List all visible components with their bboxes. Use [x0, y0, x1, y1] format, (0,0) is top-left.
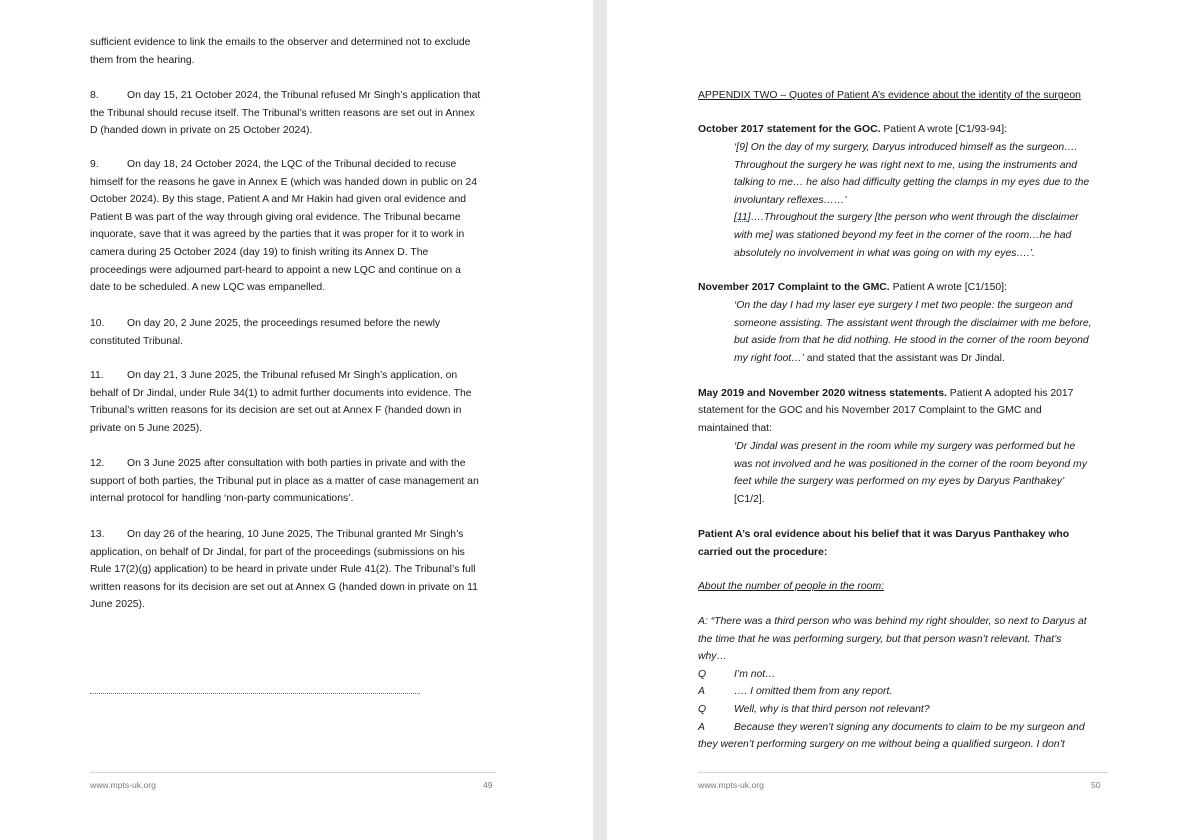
document-page-50: APPENDIX TWO – Quotes of Patient A’s evidence about the identity of the surgeon October 2017 statement for the GOC. Patient A wrote [C1/93-94]: ‘[9] On the day of my surgery, Daryus introduced himself as the surgeon…. Throughout the surgery he was right next to me, using the instruments and talking to me… he also had difficulty getting the clamps in my eyes due to the involuntary reflexes……’ [11]….Throughout the surgery [the person who went through the disclaimer with me] was stationed beyond my feet in the corner of the room…he had absolutely no involvement in what was going on with my eyes….’. November 2017 Complaint to the GMC. Patient A wrote [C1/150]: ‘On the day I had my laser eye surgery I met two people: the surgeon and someone assisting. The assistant went through the disclaimer with me before, but aside from that he did nothing. He stood in the corner of the room beyond my right foot…’ and stated that the assistant was Dr Jindal. May 2019 and November 2020 witness statements. Patient A adopted his 2017 statement for the GOC and his November 2017 Complaint to the GMC and maintained that: ‘Dr Jindal was present in the room while my surgery was performed but he was not involved and he was positioned in the corner of the room beyond my feet while the surgery was performed on my eyes by Daryus Panthakey’ [C1/2]. Patient A’s oral evidence about his belief that it was Daryus Panthakey who carried out the procedure: About the number of people in the room: A: “There was a third person who was behind my right shoulder, so next to Daryus at the time that he was performing surgery, but that person wasn’t relevant. That’s why… Q I’m not… A …. I omitted them from any report. Q Well, why is that third person not relevant? A Because they weren’t signing any documents to claim to be my surgeon and they weren’t performing surgery on me without being a qualified surgeon. I don’t www.mpts-uk.org 50 — [607, 0, 1200, 840]
qa-text: I’m not… — [734, 669, 776, 680]
footer-rule — [698, 772, 1108, 773]
qa-text: Well, why is that third person not relevant? — [734, 704, 930, 715]
footer-rule — [90, 772, 496, 773]
qa-speaker: A — [698, 722, 705, 733]
qa-text: Because they weren’t signing any documents to claim to be my surgeon and — [734, 722, 1085, 733]
paragraph-number: 10. — [90, 318, 105, 329]
qa-continuation: they weren’t performing surgery on me without being a qualified surgeon. I don’t — [698, 739, 1065, 750]
intro-continuation: sufficient evidence to link the emails to the observer and determined not to exclude them from the hearing. — [90, 37, 471, 66]
block-quote: ‘Dr Jindal was present in the room while my surgery was performed but he was not involved and he was positioned in the corner of the room beyond my feet while the surgery was performed on my eyes by Daryus Panthakey’ [C1/2]. — [734, 441, 1087, 505]
paragraph-number: 8. — [90, 90, 99, 101]
document-page-49: sufficient evidence to link the emails to the observer and determined not to exclude them from the hearing. 8. On day 15, 21 October 2024, the Tribunal refused Mr Singh’s application that the Tribunal should recuse itself. The Tribunal’s written reasons are set out in Annex D (handed down in private on 25 October 2024). 9. On day 18, 24 October 2024, the LQC of the Tribunal decided to recuse himself for the reasons he gave in Annex E (which was handed down in public on 24 October 2024). By this stage, Patient A and Mr Hakin had given oral evidence and Patient B was part of the way through giving oral evidence. The Tribunal became inquorate, save that it was agreed by the parties that it was proper for it to work in camera during 25 October 2024 (day 19) to finish writing its Annex D. The proceedings were adjourned part-heard to appoint a new LQC and continue on a date to be scheduled. A new LQC was empanelled. 10. On day 20, 2 June 2025, the proceedings resumed before the newly constituted Tribunal. 11. On day 21, 3 June 2025, the Tribunal refused Mr Singh’s application, on behalf of Dr Jindal, under Rule 34(1) to admit further documents into evidence. The Tribunal’s written reasons for its decision are set out at Annex F (handed down in private on 5 June 2025). 12. On 3 June 2025 after consultation with both parties in private and with the support of both parties, the Tribunal put in place as a matter of case management an internal protocol for handling ‘non-party communications’. 13. On day 26 of the hearing, 10 June 2025, The Tribunal granted Mr Singh’s application, on behalf of Dr Jindal, for part of the proceedings (submissions on his Rule 17(2)(g) application) to be heard in private under Rule 41(2). The Tribunal’s full written reasons for its decision are set out at Annex G (handed down in private on 11 June 2025). www.mpts-uk.org 49 — [0, 0, 593, 840]
page-number: 49 — [483, 780, 493, 790]
section-heading: October 2017 statement for the GOC. — [698, 124, 881, 135]
footer-url: www.mpts-uk.org — [698, 780, 764, 790]
block-quote: ‘On the day I had my laser eye surgery I met two people: the surgeon and someone assisting. The assistant went through the disclaimer with me before, but aside from that he did nothing. He stood in the corner of the room beyond my right foot…’ and stated that the assistant was Dr Jindal. — [734, 300, 1092, 364]
section-heading: May 2019 and November 2020 witness statements. — [698, 388, 947, 399]
paragraph-number: 11. — [90, 370, 104, 381]
footer-url: www.mpts-uk.org — [90, 780, 156, 790]
qa-speaker: A — [698, 686, 705, 697]
qa-speaker: Q — [698, 704, 707, 715]
block-quote: ‘[9] On the day of my surgery, Daryus introduced himself as the surgeon…. Throughout the surgery he was right next to me, using the instruments and talking to me… he also had difficulty getting the clamps in my eyes due to the involuntary reflexes……’ [11]….Throughout the surgery [the person who went through the disclaimer with me] was stationed beyond my feet in the corner of the room…he had absolutely no involvement in what was going on with my eyes….’. — [734, 142, 1090, 259]
oral-evidence-heading: Patient A’s oral evidence about his belief that it was Daryus Panthakey who carried out the procedure: — [698, 529, 1070, 558]
qa-speaker: Q — [698, 669, 707, 680]
paragraph-number: 12. — [90, 458, 105, 469]
subheading: About the number of people in the room: — [698, 581, 884, 592]
section-heading: November 2017 Complaint to the GMC. — [698, 282, 890, 293]
page-number: 50 — [1091, 780, 1101, 790]
appendix-title: APPENDIX TWO – Quotes of Patient A’s evidence about the identity of the surgeon — [698, 90, 1081, 101]
paragraph-number: 13. — [90, 529, 105, 540]
testimony: A: “There was a third person who was behind my right shoulder, so next to Daryus at the time that he was performing surgery, but that person wasn’t relevant. That’s why… — [698, 616, 1087, 663]
qa-text: …. I omitted them from any report. — [734, 686, 893, 697]
paragraph-number: 9. — [90, 159, 99, 170]
dotted-separator — [90, 693, 420, 694]
